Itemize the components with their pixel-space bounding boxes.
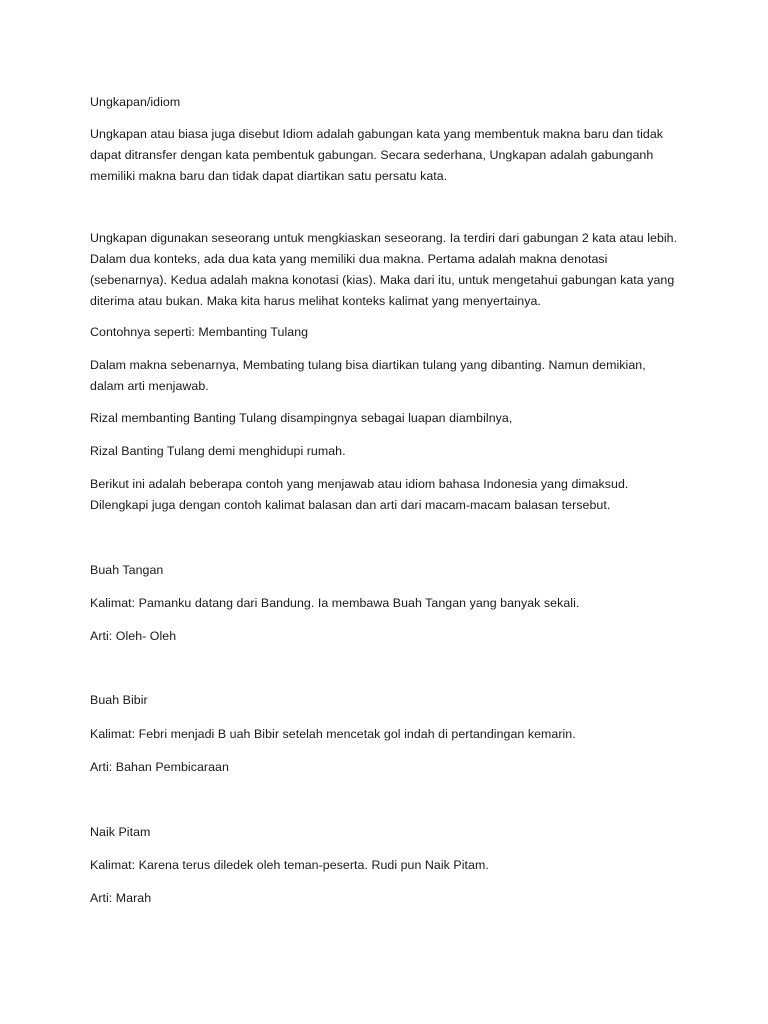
idiom-sentence: Kalimat: Karena terus diledek oleh teman-peserta. Rudi pun Naik Pitam. [90,858,489,872]
paragraph-definition: Ungkapan atau biasa juga disebut Idiom adalah gabungan kata yang membentuk makna baru dan tidak dapat ditransfer dengan kata pembentuk gabungan. Secara sederhana, Ungkapan adalah gabunganh memiliki makna baru dan tidak dapat diartikan satu persatu kata. [90,127,664,183]
idiom-meaning: Arti: Marah [90,891,152,905]
document-title: Ungkapan/idiom [90,95,181,109]
idiom-term: Buah Bibir [90,693,148,707]
paragraph-example-intro: Contohnya seperti: Membanting Tulang [90,325,309,339]
idiom-meaning: Arti: Bahan Pembicaraan [90,760,229,774]
idiom-term: Naik Pitam [90,825,151,839]
paragraph-example-sentence-2: Rizal Banting Tulang demi menghidupi rumah. [90,444,346,458]
idiom-term: Buah Tangan [90,563,164,577]
paragraph-example-explanation: Dalam makna sebenarnya, Membating tulang bisa diartikan tulang yang dibanting. Namun demikian, dalam arti menjawab. [90,358,646,393]
paragraph-example-sentence-1: Rizal membanting Banting Tulang disampingnya sebagai luapan diambilnya, [90,411,513,425]
idiom-sentence: Kalimat: Pamanku datang dari Bandung. Ia membawa Buah Tangan yang banyak sekali. [90,596,580,610]
idiom-meaning: Arti: Oleh- Oleh [90,629,177,643]
idiom-sentence: Kalimat: Febri menjadi B uah Bibir setelah mencetak gol indah di pertandingan kemarin. [90,727,576,741]
paragraph-list-intro: Berikut ini adalah beberapa contoh yang menjawab atau idiom bahasa Indonesia yang dimaksud. Dilengkapi juga dengan contoh kalimat balasan dan arti dari macam-macam balasan tersebut. [90,477,629,512]
paragraph-usage: Ungkapan digunakan seseorang untuk mengkiaskan seseorang. Ia terdiri dari gabungan 2 kata atau lebih. Dalam dua konteks, ada dua kata yang memiliki dua makna. Pertama adalah makna denotasi (sebenarnya). Kedua adalah makna konotasi (kias). Maka dari itu, untuk mengetahui gabungan kata yang diterima atau bukan. Maka kita harus melihat konteks kalimat yang menyertainya. [90,231,678,308]
